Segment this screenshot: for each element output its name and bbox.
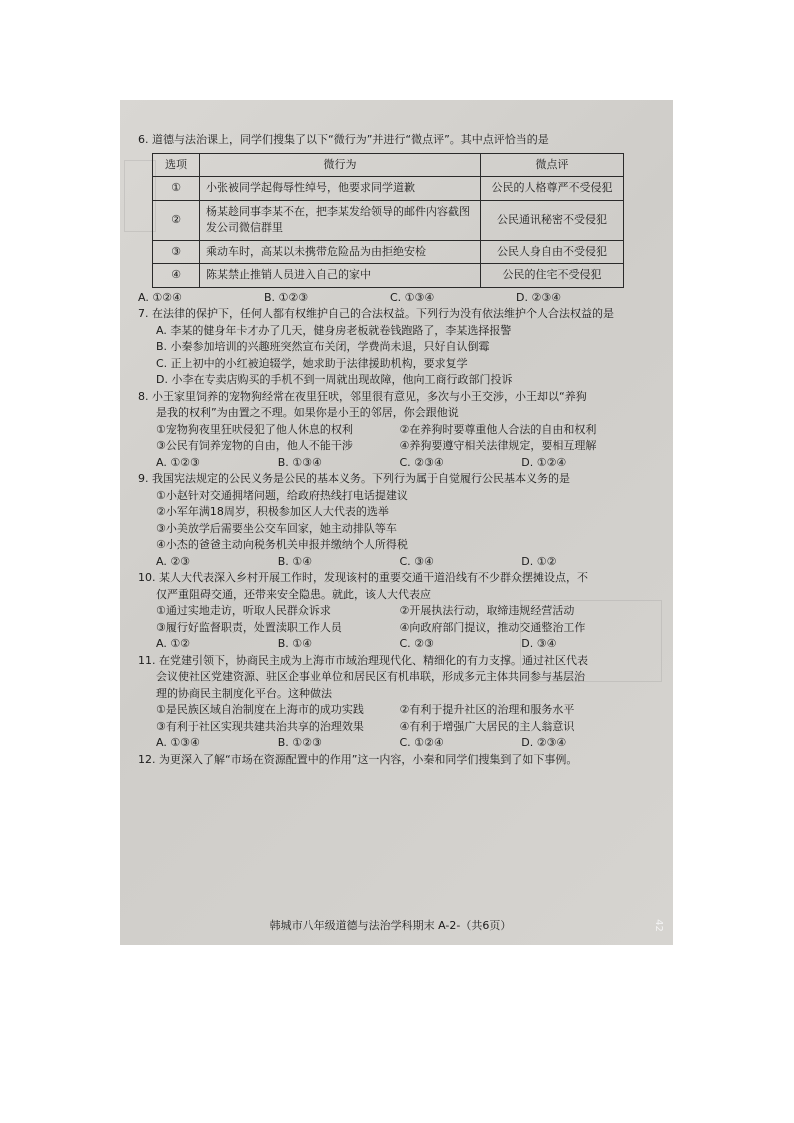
question-11 — [138, 653, 643, 752]
header-behavior: 微行为 — [200, 153, 481, 177]
answer-options — [138, 636, 643, 653]
option-d: D. ②③④ — [516, 290, 562, 304]
option-b: B. ①③④ — [277, 455, 322, 469]
question-8-stem: 8. 小王家里饲养的宠物狗经常在夜里狂吠，邻里很有意见，多次与小王交涉，小王却以“养狗 — [138, 389, 587, 403]
page-footer: 韩城市八年级道德与法治学科期末 A-2-（共6页） — [269, 919, 512, 932]
row-comment: 公民的人格尊严不受侵犯 — [481, 177, 624, 201]
question-8-stem-cont: 是我的权利”为由置之不理。如果你是小王的邻居，你会跟他说 — [156, 406, 459, 419]
question-6-stem: 6. 道德与法治课上，同学们搜集了以下“微行为”并进行“微点评”。其中点评恰当的是 — [138, 133, 549, 146]
table-header-row — [153, 153, 624, 177]
choice-b: B. 小秦参加培训的兴趣班突然宣布关闭，学费尚未退，只好自认倒霉 — [156, 340, 490, 353]
row-number: ③ — [153, 240, 200, 264]
option-c: C. ①②④ — [399, 736, 444, 749]
option-a: A. ②③ — [156, 554, 191, 568]
choice-a: A. 李某的健身年卡才办了几天，健身房老板就卷钱跑路了，李某选择报警 — [156, 323, 512, 337]
statement-row — [138, 620, 643, 637]
option-b: B. ①④ — [277, 637, 313, 650]
option-c: C. ①③④ — [390, 290, 435, 304]
statement: ①小赵针对交通拥堵问题，给政府热线打电话提建议 — [156, 488, 408, 502]
option-c: C. ②③ — [399, 637, 434, 650]
question-12 — [138, 752, 643, 769]
statement: ④向政府部门提议，推动交通整治工作 — [399, 620, 586, 634]
row-number: ② — [153, 200, 200, 240]
row-number: ① — [153, 177, 200, 201]
answer-options — [138, 290, 643, 307]
row-behavior: 杨某趁同事李某不在，把李某发给领导的邮件内容截图发公司微信群里 — [200, 200, 481, 240]
statement: ②有利于提升社区的治理和服务水平 — [399, 703, 575, 716]
option-b: B. ①②③ — [264, 290, 309, 304]
corner-watermark: 42 — [653, 919, 665, 932]
option-d: D. ①②④ — [521, 455, 567, 469]
question-7-stem: 7. 在法律的保护下，任何人都有权维护自己的合法权益。下列行为没有依法维护个人合法权益的是 — [138, 307, 614, 320]
option-c: C. ③④ — [399, 554, 434, 568]
answer-options — [138, 455, 643, 472]
header-option: 选项 — [153, 153, 200, 177]
answer-options — [138, 554, 643, 571]
question-11-stem-cont: 理的协商民主制度化平台。这种做法 — [156, 686, 332, 700]
statement: ③小美放学后需要坐公交车回家，她主动排队等车 — [156, 521, 397, 535]
statement-row — [138, 422, 643, 439]
question-12-stem: 12. 为更深入了解“市场在资源配置中的作用”这一内容，小秦和同学们搜集到了如下事例。 — [138, 752, 578, 766]
statement: ③履行好监督职责，处置渎职工作人员 — [156, 620, 342, 634]
statement: ④养狗要遵守相关法律规定，要相互理解 — [399, 439, 597, 452]
choice-c: C. 正上初中的小红被迫辍学，她求助于法律援助机构，要求复学 — [156, 356, 468, 370]
table-row — [153, 200, 624, 240]
statement: ①宠物狗夜里狂吠侵犯了他人休息的权利 — [156, 422, 353, 436]
row-comment: 公民通讯秘密不受侵犯 — [481, 200, 624, 240]
answer-options — [138, 735, 643, 752]
statement-row — [138, 719, 643, 736]
option-a: A. ①②④ — [138, 290, 182, 304]
option-d: D. ③④ — [521, 637, 557, 650]
statement: ②开展执法行动，取缔违规经营活动 — [399, 604, 575, 617]
option-b: B. ①②③ — [277, 736, 322, 749]
option-b: B. ①④ — [277, 554, 313, 568]
question-9-stem: 9. 我国宪法规定的公民义务是公民的基本义务。下列行为属于自觉履行公民基本义务的是 — [138, 472, 570, 485]
option-c: C. ②③④ — [399, 455, 444, 469]
option-a: A. ①② — [156, 637, 191, 650]
row-number: ④ — [153, 264, 200, 288]
exam-content — [138, 132, 643, 932]
option-d: D. ①② — [521, 554, 557, 568]
header-comment: 微点评 — [481, 153, 624, 177]
table-row — [153, 264, 624, 288]
option-d: D. ②③④ — [521, 736, 567, 749]
row-behavior: 乘动车时，高某以未携带危险品为由拒绝安检 — [200, 240, 481, 264]
question-10-stem: 10. 某人大代表深入乡村开展工作时，发现该村的重要交通干道沿线有不少群众摆摊设点，不 — [138, 571, 588, 584]
statement: ②在养狗时要尊重他人合法的自由和权利 — [399, 422, 597, 436]
statement: ④有利于增强广大居民的主人翁意识 — [399, 719, 575, 733]
row-comment: 公民人身自由不受侵犯 — [481, 240, 624, 264]
statement: ②小军年满18周岁，积极参加区人大代表的选举 — [156, 505, 389, 518]
scanned-page-photo — [120, 100, 673, 945]
question-6 — [138, 132, 643, 306]
row-comment: 公民的住宅不受侵犯 — [481, 264, 624, 288]
option-a: A. ①②③ — [156, 455, 200, 469]
statement: ①通过实地走访，听取人民群众诉求 — [156, 604, 331, 617]
behavior-table — [152, 153, 624, 288]
question-11-stem: 11. 在党建引领下，协商民主成为上海市市域治理现代化、精细化的有力支撑。通过社区代表 — [138, 653, 588, 667]
statement: ④小杰的爸爸主动向税务机关申报并缴纳个人所得税 — [156, 538, 408, 551]
choice-d: D. 小李在专卖店购买的手机不到一周就出现故障，他向工商行政部门投诉 — [156, 373, 513, 386]
statement-row — [138, 603, 643, 620]
table-row — [153, 240, 624, 264]
option-a: A. ①③④ — [156, 736, 200, 749]
question-11-stem-cont: 会议使社区党建资源、驻区企事业单位和居民区有机串联，形成多元主体共同参与基层治 — [156, 670, 585, 683]
question-7 — [138, 306, 643, 389]
question-9 — [138, 471, 643, 570]
row-behavior: 小张被同学起侮辱性绰号，他要求同学道歉 — [200, 177, 481, 201]
question-10-stem-cont: 仅严重阻碍交通，还带来安全隐患。就此，该人大代表应 — [156, 587, 431, 601]
statement: ③公民有饲养宠物的自由，他人不能干涉 — [156, 439, 353, 452]
row-behavior: 陈某禁止推销人员进入自己的家中 — [200, 264, 481, 288]
statement-row — [138, 438, 643, 455]
statement: ①是民族区域自治制度在上海市的成功实践 — [156, 703, 364, 716]
statement-row — [138, 702, 643, 719]
question-8 — [138, 389, 643, 472]
question-10 — [138, 570, 643, 653]
table-row — [153, 177, 624, 201]
statement: ③有利于社区实现共建共治共享的治理效果 — [156, 719, 364, 733]
